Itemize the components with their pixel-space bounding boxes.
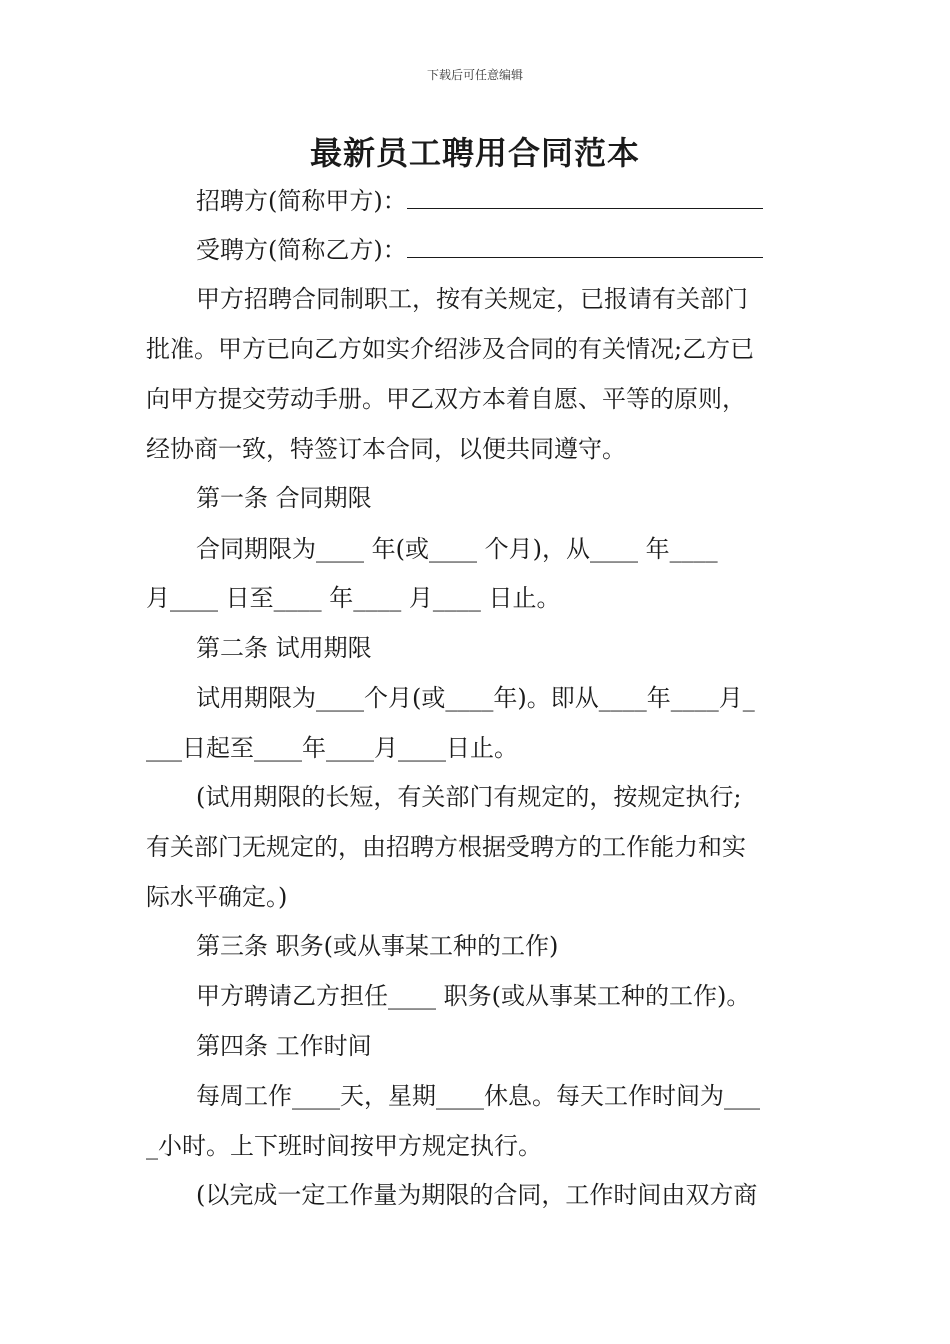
article-4-note-1: (以完成一定工作量为期限的合同，工作时间由双方商 [196,1181,758,1209]
article-2-heading: 第二条 试用期限 [196,634,372,662]
article-2-note-1: (试用期限的长短，有关部门有规定的，按规定执行; [196,783,742,811]
party-b-line [196,233,810,266]
article-2-note-3: 际水平确定。) [146,883,288,911]
article-4-heading: 第四条 工作时间 [196,1032,372,1060]
article-3-line-1: 甲方聘请乙方担任____ 职务(或从事某工种的工作)。 [196,982,751,1010]
article-2-line-1: 试用期限为____个月(或____年)。即从____年____月_ [196,684,755,712]
intro-line-1: 甲方招聘合同制职工，按有关规定，已报请有关部门 [196,285,748,313]
party-b-blank[interactable] [407,233,763,258]
article-4-line-2: _小时。上下班时间按甲方规定执行。 [146,1132,542,1160]
party-a-label: 招聘方(简称甲方)： [196,187,407,215]
party-b-label: 受聘方(简称乙方)： [196,236,407,264]
article-4-line-1: 每周工作____天，星期____休息。每天工作时间为___ [196,1082,760,1110]
article-3-heading: 第三条 职务(或从事某工种的工作) [196,932,559,960]
header-note: 下载后可任意编辑 [426,68,523,82]
party-a-blank[interactable] [407,184,763,209]
intro-line-3: 向甲方提交劳动手册。甲乙双方本着自愿、平等的原则， [146,385,746,413]
intro-line-4: 经协商一致，特签订本合同，以便共同遵守。 [146,435,626,463]
document-title: 最新员工聘用合同范本 [309,134,640,172]
article-2-note-2: 有关部门无规定的，由招聘方根据受聘方的工作能力和实 [146,833,746,861]
article-1-line-1: 合同期限为____ 年(或____ 个月)，从____ 年____ [196,535,718,563]
article-1-line-2: 月____ 日至____ 年____ 月____ 日止。 [146,584,561,612]
intro-line-2: 批准。甲方已向乙方如实介绍涉及合同的有关情况;乙方已 [146,335,755,363]
article-1-heading: 第一条 合同期限 [196,484,372,512]
party-a-line [196,184,810,217]
article-2-line-2: ___日起至____年____月____日止。 [146,734,518,762]
